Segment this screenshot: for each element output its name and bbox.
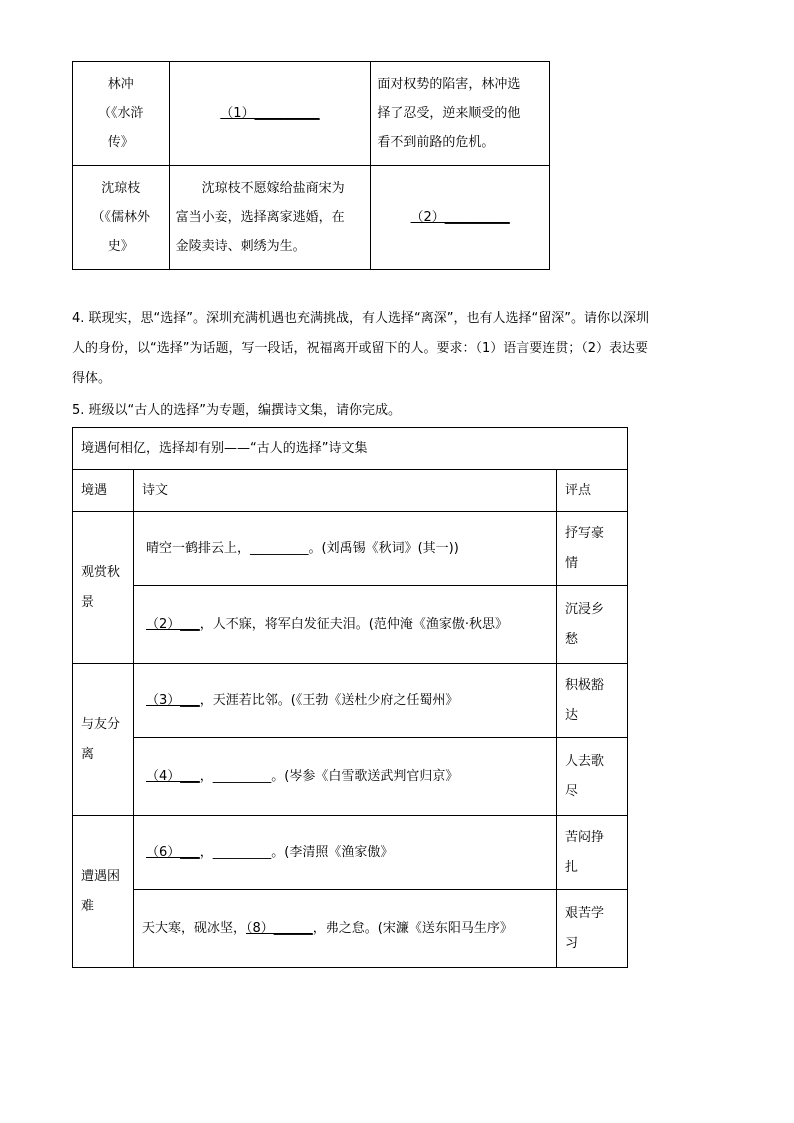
deed-line: 沈琼枝不愿嫁给盐商宋为 [201, 181, 345, 196]
deed-cell [169, 166, 371, 270]
comment-cell [557, 512, 628, 586]
comment-line: 情 [565, 555, 579, 571]
question-4-line: 4. 联现实，思“选择”。深圳充满机遇也充满挑战，有人选择“离深”，也有人选择“留深”。请你以深圳 [72, 311, 649, 326]
name-line: （《儒林外 [91, 210, 151, 225]
poem-text: ，_________。(李清照《渔家傲》 [199, 845, 394, 860]
table-row [73, 816, 628, 890]
answer-blank[interactable]: （3）___ [146, 693, 200, 708]
comment-line: 艰苦学 [565, 905, 605, 921]
character-name-cell [73, 166, 170, 270]
header-poem: 诗文 [134, 470, 557, 512]
comment-line: 尽 [565, 783, 579, 799]
poem-cell [134, 738, 557, 816]
poem-text: 晴空一鹤排云上，_________。(刘禹锡《秋词》(其一)) [146, 541, 459, 556]
eval-line: 面对权势的陷害，林冲选 [377, 77, 521, 92]
poem-text: ，天涯若比邻。(《王勃《送杜少府之任蜀州》 [199, 693, 459, 708]
table-title: 境遇何相亿，选择却有别——“古人的选择”诗文集 [73, 428, 628, 470]
evaluation-cell [371, 166, 550, 270]
answer-blank[interactable]: （6）___ [146, 845, 200, 860]
eval-line: 择了忍受，逆来顺受的他 [377, 106, 521, 121]
table-row [73, 890, 628, 968]
comment-line: 扎 [565, 859, 579, 875]
comment-line: 抒写豪 [565, 525, 605, 541]
comment-cell [557, 816, 628, 890]
name-line: 史》 [107, 239, 134, 254]
question-4 [72, 304, 722, 394]
header-situation: 境遇 [73, 470, 134, 512]
poem-cell [134, 890, 557, 968]
comment-line: 积极豁 [565, 677, 605, 693]
comment-line: 沉浸乡 [565, 601, 605, 617]
poem-cell [134, 816, 557, 890]
situation-line: 遭遇困 [81, 868, 121, 884]
comment-cell [557, 664, 628, 738]
deed-cell [169, 62, 371, 166]
name-line: （《水浒 [98, 106, 144, 121]
table-row [73, 586, 628, 664]
situation-line: 离 [81, 746, 95, 762]
table-row [73, 166, 550, 270]
question-5: 5. 班级以“古人的选择”为专题，编撰诗文集，请你完成。 [72, 403, 402, 418]
comment-line: 达 [565, 707, 579, 723]
answer-blank[interactable]: （8）______ [246, 921, 313, 936]
poetry-collection-table [72, 427, 628, 968]
poem-cell [134, 512, 557, 586]
comment-line: 习 [565, 935, 579, 951]
question-4-line: 人的身份，以“选择”为话题，写一段话，祝福离开或留下的人。要求：（1）语言要连贯；（2）表达要 [72, 341, 649, 356]
situation-cell [73, 816, 134, 968]
situation-line: 难 [81, 898, 95, 914]
evaluation-cell [371, 62, 550, 166]
situation-cell [73, 664, 134, 816]
table-row [73, 512, 628, 586]
situation-line: 与友分 [81, 716, 121, 732]
poem-text: ，_________。(岑参《白雪歌送武判官归京》 [199, 769, 459, 784]
comment-line: 苦闷挣 [565, 829, 605, 845]
comment-cell [557, 586, 628, 664]
deed-line: 富当小妾，选择离家逃婚，在 [175, 210, 345, 225]
character-name-cell [73, 62, 170, 166]
table-row [73, 62, 550, 166]
answer-blank[interactable]: （2）___ [146, 617, 200, 632]
poem-cell [134, 664, 557, 738]
poem-cell [134, 586, 557, 664]
situation-cell [73, 512, 134, 664]
character-table [72, 61, 550, 270]
comment-cell [557, 890, 628, 968]
situation-line: 景 [81, 594, 95, 610]
name-line: 沈琼枝 [101, 181, 141, 196]
question-4-line: 得体。 [72, 371, 112, 386]
poem-text: ，人不寐，将军白发征夫泪。(范仲淹《渔家傲·秋思》 [199, 617, 508, 632]
table-row [73, 738, 628, 816]
poem-text: 天大寒，砚冰坚， [142, 921, 247, 936]
comment-cell [557, 738, 628, 816]
name-line: 传》 [107, 135, 134, 150]
eval-line: 看不到前路的危机。 [377, 135, 495, 150]
situation-line: 观赏秋 [81, 564, 121, 580]
table-header-row [73, 470, 628, 512]
deed-line: 金陵卖诗、刺绣为生。 [175, 239, 306, 254]
answer-blank-2[interactable]: （2）__________ [410, 210, 510, 225]
table-row [73, 664, 628, 738]
header-comment: 评点 [557, 470, 628, 512]
answer-blank[interactable]: （4）___ [146, 769, 200, 784]
poem-text: ，弗之怠。(宋濂《送东阳马生序》 [312, 921, 513, 936]
name-line: 林冲 [107, 77, 134, 92]
answer-blank-1[interactable]: （1）__________ [220, 106, 320, 121]
comment-line: 人去歌 [565, 753, 605, 769]
table-title-row [73, 428, 628, 470]
comment-line: 愁 [565, 631, 579, 647]
